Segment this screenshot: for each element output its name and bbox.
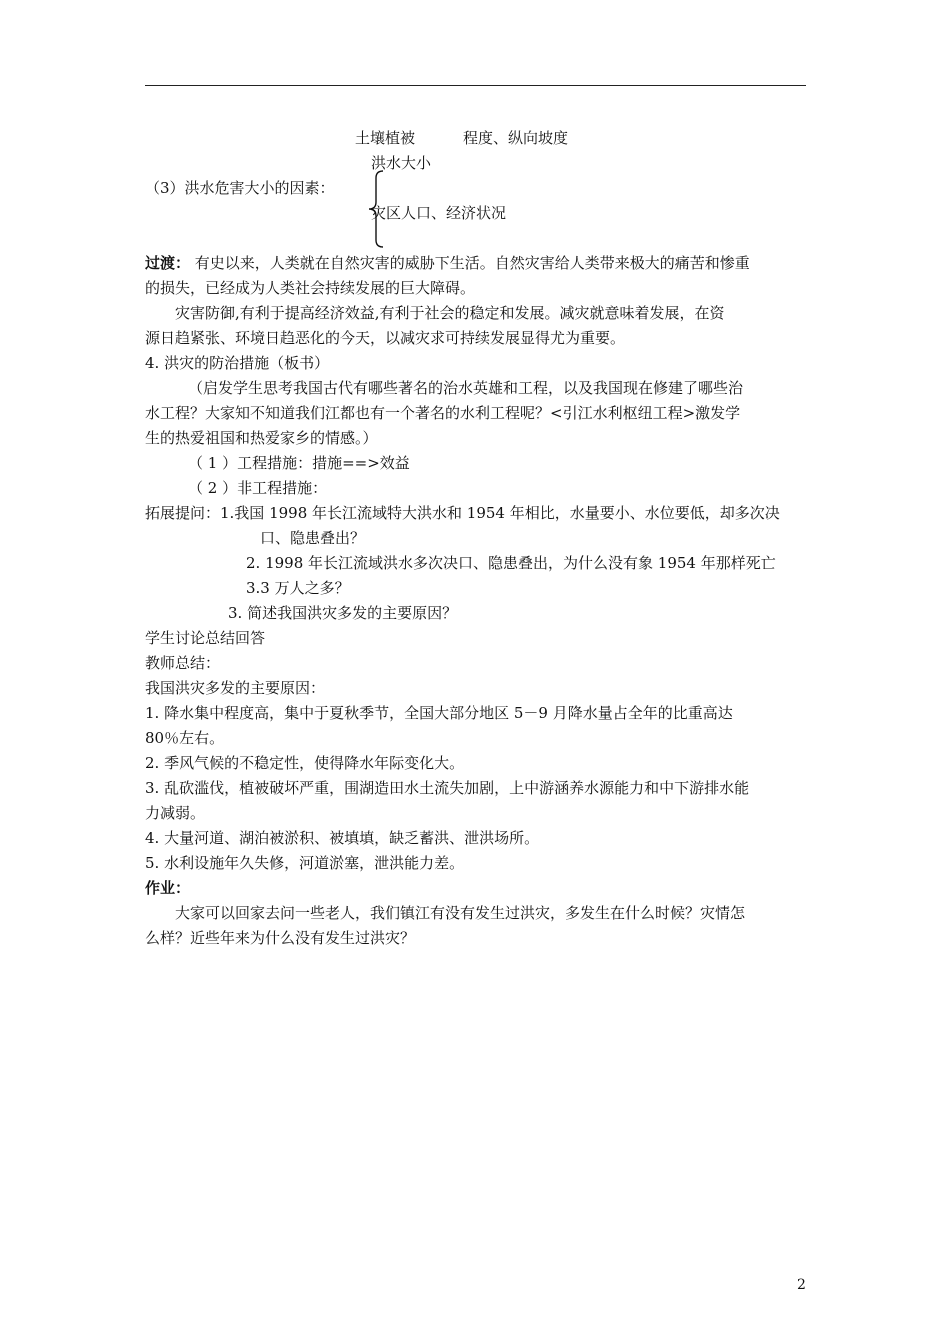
transition-line-2: 的损失，已经成为人类社会持续发展的巨大障碍。 [145, 279, 476, 297]
transition-line-1 [145, 253, 750, 273]
measure-engineering: （ 1 ）工程措施：措施==>效益 [188, 454, 410, 472]
paragraph-line-2: 源日趋紧张、环境日趋恶化的今天，以减灾求可持续发展显得尤为重要。 [145, 329, 626, 347]
cause-3b: 力减弱。 [145, 804, 206, 822]
header-rule [145, 85, 806, 86]
extension-question-1b: 口、隐患叠出？ [260, 529, 366, 547]
paragraph-line-1: 灾害防御,有利于提高经济效益,有利于社会的稳定和发展。减灾就意味着发展，在资 [175, 304, 725, 322]
measure-non-engineering: （ 2 ）非工程措施： [188, 479, 328, 497]
homework-line-2: 么样？近些年来为什么没有发生过洪灾？ [145, 929, 416, 947]
extension-question-3: 3. 简述我国洪灾多发的主要原因？ [228, 604, 458, 622]
section-heading: 4. 洪灾的防治措施（板书） [145, 354, 330, 372]
factor-flood-size: 洪水大小 [371, 154, 432, 172]
homework-line-1: 大家可以回家去问一些老人，我们镇江有没有发生过洪灾，多发生在什么时候？灾情怎 [175, 904, 746, 922]
inspire-line-2: 水工程？大家知不知道我们江都也有一个著名的水利工程呢？<引江水利枢纽工程>激发学 [145, 404, 741, 422]
cause-1a: 1. 降水集中程度高，集中于夏秋季节，全国大部分地区 5－9 月降水量占全年的比重高达 [145, 704, 733, 722]
transition-text: 有史以来，人类就在自然灾害的威胁下生活。自然灾害给人类带来极大的痛苦和惨重 [194, 254, 750, 272]
extension-question-1a: 拓展提问：1.我国 1998 年长江流域特大洪水和 1954 年相比，水量要小、水位要低，却多次决 [145, 504, 780, 522]
cause-3a: 3. 乱砍滥伐，植被破坏严重，围湖造田水土流失加剧，上中游涵养水源能力和中下游排水能 [145, 779, 750, 797]
factor-label: （3）洪水危害大小的因素： [145, 179, 335, 197]
cause-2: 2. 季风气候的不稳定性，使得降水年际变化大。 [145, 754, 465, 772]
extension-question-2a: 2. 1998 年长江流域洪水多次决口、隐患叠出，为什么没有象 1954 年那样死亡 [246, 554, 776, 572]
cause-4: 4. 大量河道、湖泊被淤积、被填填，缺乏蓄洪、泄洪场所。 [145, 829, 540, 847]
page-number: 2 [797, 1277, 806, 1293]
homework-heading: 作业： [145, 879, 191, 897]
causes-title: 我国洪灾多发的主要原因： [145, 679, 326, 697]
extension-question-2b: 3.3 万人之多？ [246, 579, 350, 597]
student-discussion: 学生讨论总结回答 [145, 629, 266, 647]
inspire-line-1: （启发学生思考我国古代有哪些著名的治水英雄和工程，以及我国现在修建了哪些治 [188, 379, 744, 397]
cause-5: 5. 水利设施年久失修，河道淤塞，泄洪能力差。 [145, 854, 465, 872]
transition-heading: 过渡： [145, 254, 191, 272]
inspire-line-3: 生的热爱祖国和热爱家乡的情感。） [145, 429, 378, 447]
factor-slope: 程度、纵向坡度 [463, 129, 569, 147]
cause-1b: 80％左右。 [145, 729, 225, 747]
factor-soil: 土壤植被 [355, 129, 416, 147]
factor-disaster-area: 灾区人口、经济状况 [371, 204, 507, 222]
teacher-summary: 教师总结： [145, 654, 221, 672]
